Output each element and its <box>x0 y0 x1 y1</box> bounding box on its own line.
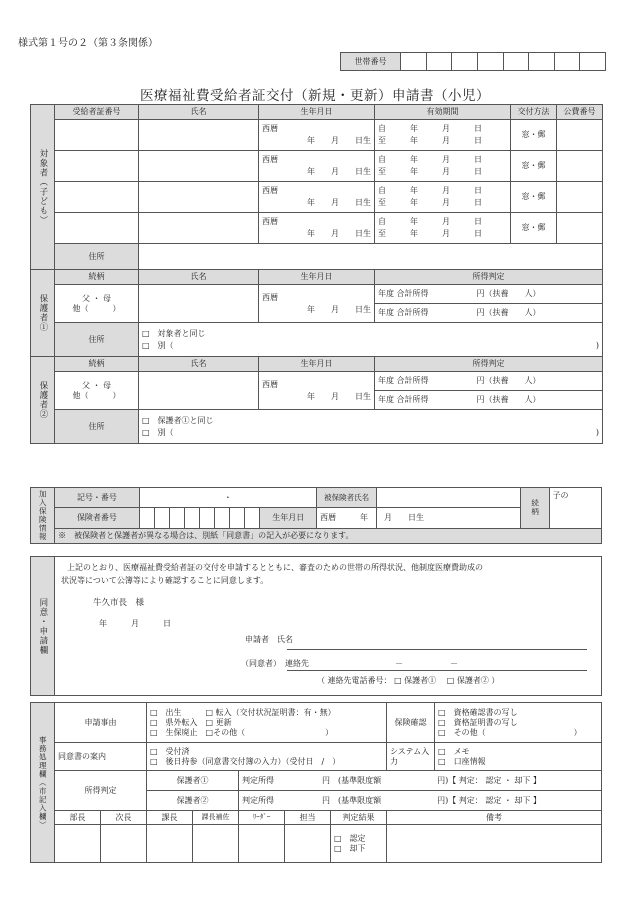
reason-options[interactable]: □ 出生 □ 転入（交付状況証明書：有・無） □ 県外転入 □ 更新 □ 生保廃止 □その他（ ） <box>147 703 387 743</box>
staff-col-leader: ﾘｰﾀﾞｰ <box>239 811 285 825</box>
guardian1-judgment[interactable]: 判定所得 円 (基準限度額 円)【 判定： 認定 ・ 却下 】 <box>239 771 602 791</box>
public-number-field[interactable] <box>557 213 603 244</box>
applicant-name-line[interactable] <box>287 649 587 650</box>
public-number-field[interactable] <box>557 120 603 151</box>
symbol-number-field[interactable]: ・ <box>139 488 316 508</box>
staff-col-manager: 課長 <box>147 811 193 825</box>
dob-field[interactable]: 西暦 年 月 日生 <box>259 213 375 244</box>
stamp-box[interactable] <box>285 825 331 863</box>
phone-dash: － <box>395 659 403 668</box>
guardian2-judgment[interactable]: 判定所得 円 (基準限度額 円)【 判定： 認定 ・ 却下 】 <box>239 791 602 811</box>
guardian2-col-name: 氏名 <box>139 357 259 372</box>
col-dob: 生年月日 <box>259 105 375 120</box>
insured-name-label: 被保険者氏名 <box>316 488 376 508</box>
household-number-label: 世帯番号 <box>341 53 401 71</box>
name-field[interactable] <box>139 120 259 151</box>
insurer-digit[interactable] <box>185 508 200 528</box>
guardian1-judgment-label: 保護者① <box>147 771 239 791</box>
valid-period-field[interactable]: 自 年 月 日 至 年 月 日 <box>375 213 511 244</box>
insurer-digit[interactable] <box>215 508 230 528</box>
household-digit[interactable] <box>401 53 427 71</box>
insured-dob-field[interactable]: 西暦 年 月 日生 <box>316 508 376 528</box>
addressee: 牛久市長 様 <box>93 598 145 608</box>
consenter-contact-label: （同意者） 連絡先 <box>241 659 309 668</box>
contact-line[interactable] <box>287 670 587 671</box>
delivery-option[interactable]: 窓・郵 <box>511 182 557 213</box>
household-digit[interactable] <box>580 53 606 71</box>
guardian2-col-relation: 続柄 <box>55 357 139 372</box>
household-digit[interactable] <box>503 53 529 71</box>
staff-col-result: 判定結果 <box>331 811 387 825</box>
subject-row <box>31 151 603 182</box>
consent-text-line2: 状況等について公簿等により確認することに同意します。 <box>61 576 269 585</box>
public-number-field[interactable] <box>557 182 603 213</box>
guardian2-same-as-guardian1-checkbox[interactable]: □ 保護者①と同じ <box>142 415 214 425</box>
household-digit[interactable] <box>529 53 555 71</box>
col-public-number: 公費番号 <box>557 105 603 120</box>
staff-col-assistant-manager: 課長補佐 <box>193 811 239 825</box>
recipient-number-field[interactable] <box>55 213 139 244</box>
insurance-check-label: 保険確認 <box>387 703 435 743</box>
household-digit[interactable] <box>477 53 503 71</box>
guardian1-section-label: 保護者① <box>31 270 55 357</box>
insurer-digit[interactable] <box>230 508 245 528</box>
subject-row <box>31 213 603 244</box>
applicant-name-label: 申請者 氏名 <box>245 635 293 644</box>
guardian2-dob-field[interactable]: 西暦 年 月 日生 <box>259 372 375 410</box>
staff-col-remarks: 備考 <box>387 811 602 825</box>
guardian2-income-line[interactable]: 年度 合計所得 円（扶養 人） <box>375 372 603 391</box>
reason-label: 申請事由 <box>55 703 147 743</box>
guardian2-section-label: 保護者② <box>31 357 55 444</box>
stamp-box[interactable] <box>101 825 147 863</box>
subject-address-label: 住所 <box>55 244 139 270</box>
guardian1-address-field[interactable] <box>139 323 603 357</box>
staff-col-director: 部長 <box>55 811 101 825</box>
guardian1-address-label: 住所 <box>55 323 139 357</box>
guardian2-judgment-label: 保護者② <box>147 791 239 811</box>
guardian2-address-label: 住所 <box>55 410 139 444</box>
household-number-box <box>340 52 606 71</box>
system-input-label: システム入力 <box>387 743 435 771</box>
name-field[interactable] <box>139 151 259 182</box>
recipient-number-field[interactable] <box>55 120 139 151</box>
delivery-option[interactable]: 窓・郵 <box>511 213 557 244</box>
dob-field[interactable]: 西暦 年 月 日生 <box>259 120 375 151</box>
insured-dob-label: 生年月日 <box>260 508 316 528</box>
guardian2-other-address-checkbox[interactable]: □ 別（ ) <box>142 427 599 437</box>
stamp-box[interactable] <box>55 825 101 863</box>
guardian1-dob-field[interactable]: 西暦 年 月 日生 <box>259 285 375 323</box>
household-digit[interactable] <box>554 53 580 71</box>
name-field[interactable] <box>139 213 259 244</box>
guardian1-other-address-checkbox[interactable]: □ 別（ ) <box>142 340 599 350</box>
insurer-number-label: 保険者番号 <box>55 508 140 528</box>
insurance-note: ※ 被保険者と保護者が異なる場合は、別紙「同意書」の記入が必要になります。 <box>55 528 602 543</box>
insurer-digit[interactable] <box>200 508 215 528</box>
guardian2-address-field[interactable] <box>139 410 603 444</box>
dob-field[interactable]: 西暦 年 月 日生 <box>259 182 375 213</box>
household-digit[interactable] <box>452 53 478 71</box>
subject-row <box>31 120 603 151</box>
consent-guide-label: 同意書の案内 <box>55 743 147 771</box>
consent-text-line1: 上記のとおり、医療福祉費受給者証の交付を申請するとともに、審査のための世帯の所得状況、他制度医療費助成の <box>67 563 483 572</box>
guardian1-col-dob: 生年月日 <box>259 270 375 285</box>
stamp-box[interactable] <box>147 825 193 863</box>
guardian1-same-as-subject-checkbox[interactable]: □ 対象者と同じ <box>142 328 206 338</box>
form-title: 医療福祉費受給者証交付（新規・更新）申請書（小児） <box>140 88 490 104</box>
insurance-relation-field[interactable]: 子の <box>549 488 601 529</box>
insurer-digit[interactable] <box>154 508 169 528</box>
recipient-number-field[interactable] <box>55 182 139 213</box>
consent-table <box>30 556 602 696</box>
insurer-digit[interactable] <box>139 508 154 528</box>
delivery-option[interactable]: 窓・郵 <box>511 151 557 182</box>
col-recipient-number: 受給者証番号 <box>55 105 139 120</box>
subject-address-field[interactable] <box>139 244 603 270</box>
main-form-table <box>30 104 603 444</box>
staff-col-officer: 担当 <box>285 811 331 825</box>
insurance-check-options[interactable]: □ 資格確認書の写し □ 資格証明書の写し □ その他（ ） <box>435 703 602 743</box>
symbol-number-label: 記号・番号 <box>55 488 140 508</box>
phone-dash: － <box>450 659 458 668</box>
insurance-section-label: 加入保険情報 <box>31 488 55 544</box>
guardian2-name-field[interactable] <box>139 372 259 410</box>
valid-period-field[interactable]: 自 年 月 日 至 年 月 日 <box>375 151 511 182</box>
office-section-label: 事務処理欄（市記入欄） <box>31 703 55 863</box>
application-date[interactable]: 年 月 日 <box>99 619 171 628</box>
office-use-table <box>30 702 602 863</box>
household-digit[interactable] <box>426 53 452 71</box>
col-delivery: 交付方法 <box>511 105 557 120</box>
guardian2-relation[interactable]: 父 ・ 母 他（ ） <box>55 372 139 410</box>
recipient-number-field[interactable] <box>55 151 139 182</box>
subject-row <box>31 182 603 213</box>
guardian1-relation[interactable]: 父 ・ 母 他（ ） <box>55 285 139 323</box>
dob-field[interactable]: 西暦 年 月 日生 <box>259 151 375 182</box>
insurer-digit[interactable] <box>169 508 184 528</box>
guardian1-income-line[interactable]: 年度 合計所得 円（扶養 人） <box>375 285 603 304</box>
valid-period-field[interactable]: 自 年 月 日 至 年 月 日 <box>375 182 511 213</box>
guardian1-income-line[interactable]: 年度 合計所得 円（扶養 人） <box>375 304 603 323</box>
col-valid-period: 有効期間 <box>375 105 511 120</box>
public-number-field[interactable] <box>557 151 603 182</box>
guardian2-col-dob: 生年月日 <box>259 357 375 372</box>
remarks-field[interactable] <box>387 825 602 863</box>
col-name: 氏名 <box>139 105 259 120</box>
valid-period-field[interactable]: 自 年 月 日 至 年 月 日 <box>375 120 511 151</box>
insurer-digit[interactable] <box>245 508 260 528</box>
consent-guide-options[interactable]: □ 受付済 □ 後日持参（同意書交付簿の入力）（受付日 / ） <box>147 743 387 771</box>
consent-area <box>55 557 602 696</box>
guardian1-col-name: 氏名 <box>139 270 259 285</box>
guardian2-col-income: 所得判定 <box>375 357 603 372</box>
form-number: 様式第１号の２（第３条関係） <box>18 38 158 49</box>
insured-name-field[interactable] <box>377 488 521 508</box>
guardian1-name-field[interactable] <box>139 285 259 323</box>
name-field[interactable] <box>139 182 259 213</box>
guardian2-income-line[interactable]: 年度 合計所得 円（扶養 人） <box>375 391 603 410</box>
insurance-relation-label: 続柄 <box>521 488 549 529</box>
phone-owner-options[interactable]: （ 連絡先電話番号： □ 保護者① □ 保護者② ） <box>317 676 500 685</box>
guardian1-col-income: 所得判定 <box>375 270 603 285</box>
delivery-option[interactable]: 窓・郵 <box>511 120 557 151</box>
stamp-box[interactable] <box>239 825 285 863</box>
stamp-box[interactable] <box>193 825 239 863</box>
system-input-options[interactable]: □ メモ □ 口座情報 <box>435 743 602 771</box>
consent-section-label: 同意・申請欄 <box>31 557 55 696</box>
insurance-table <box>30 487 602 544</box>
staff-col-deputy: 次長 <box>101 811 147 825</box>
guardian1-col-relation: 続柄 <box>55 270 139 285</box>
judgment-result-options[interactable]: □ 認定 □ 却下 <box>331 825 387 863</box>
income-judgment-label: 所得判定 <box>55 771 147 811</box>
subject-section-label: 対象者（子ども） <box>31 105 55 270</box>
